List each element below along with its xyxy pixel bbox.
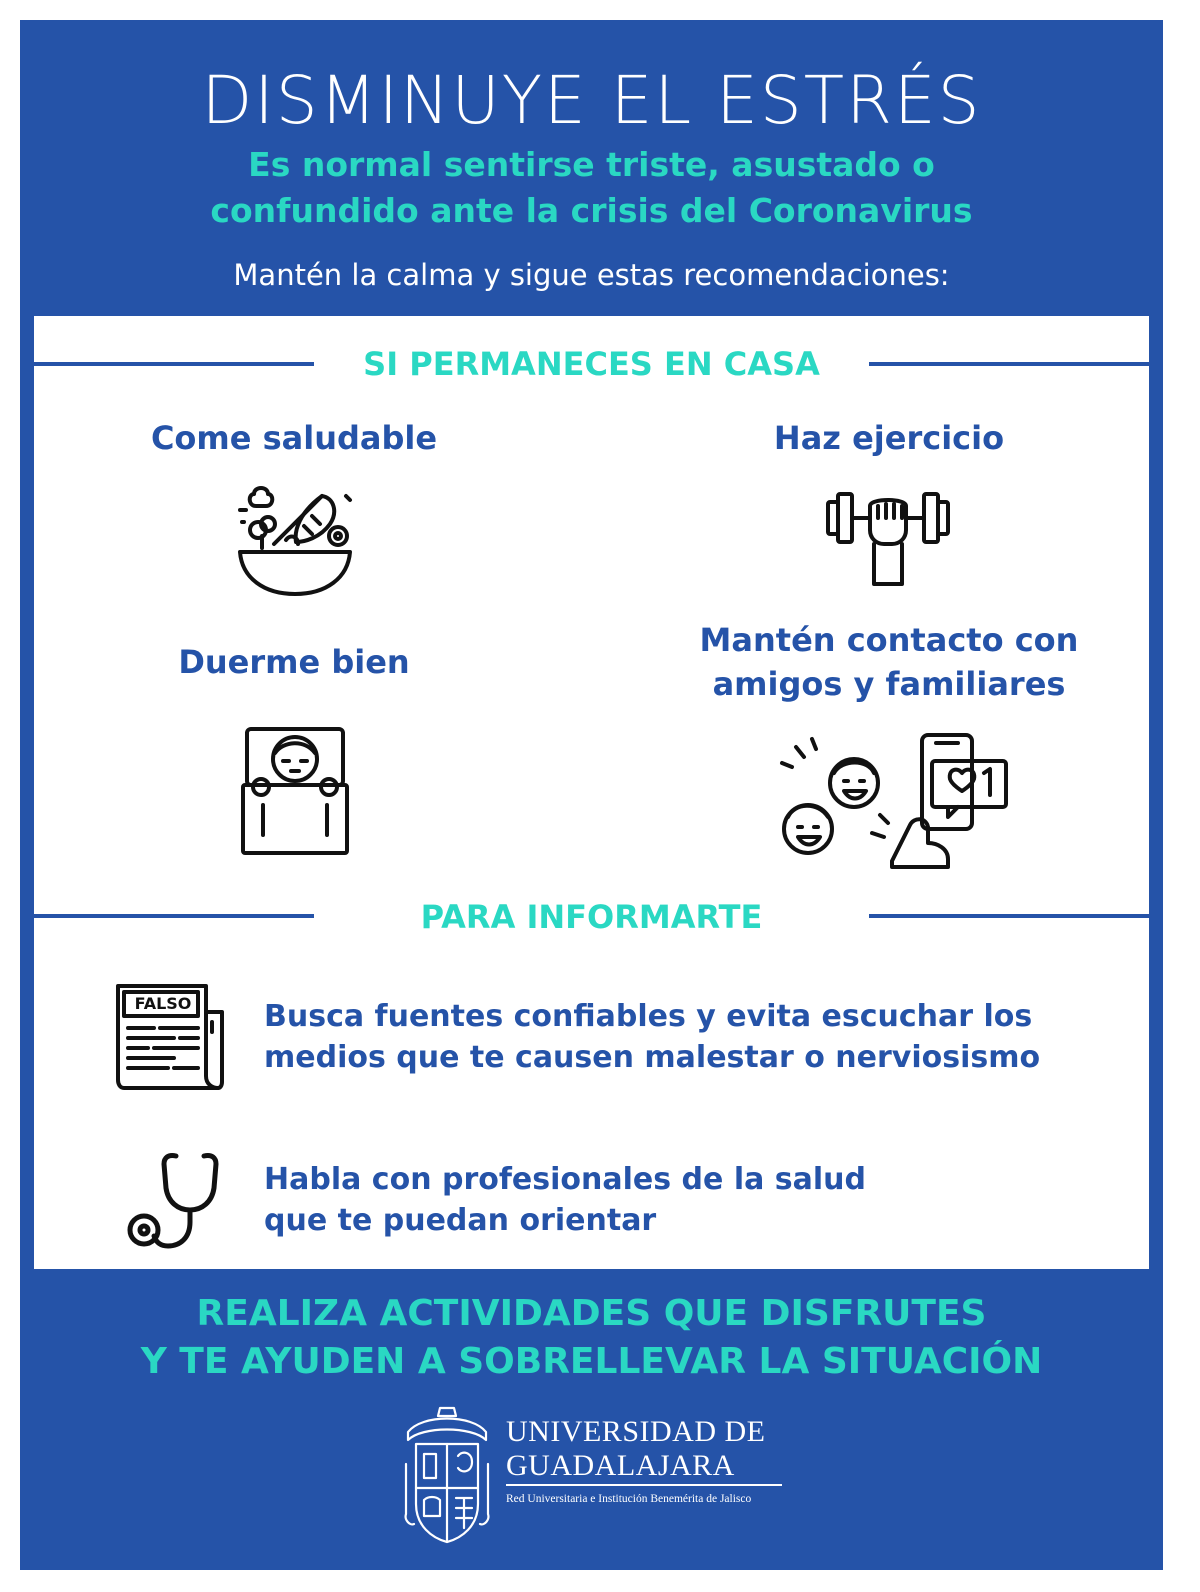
closing-message: REALIZA ACTIVIDADES QUE DISFRUTES Y TE AYUDEN A SOBRELLEVAR LA SITUACIÓN [140, 1293, 1043, 1382]
university-crest-icon [402, 1404, 492, 1544]
item-contact-title-line-1: Mantén contacto con [699, 621, 1079, 659]
info-section-heading: PARA INFORMARTE [420, 898, 763, 936]
subtitle [20, 142, 1163, 234]
subtitle-line-1: Es normal sentirse triste, asustado o [248, 145, 935, 184]
sleeping-person-icon [239, 725, 351, 857]
item-exercise-title: Haz ejercicio [773, 419, 1005, 457]
info-health-professionals-text: Habla con profesionales de la salud que te puedan orientar [264, 1162, 867, 1238]
info-reliable-sources-text: Busca fuentes confiables y evita escuchar los medios que te causen malestar o nerviosismo [264, 999, 1041, 1075]
logo-tagline: Red Universitaria e Institución Benemérita de Jalisco [506, 1493, 752, 1505]
salad-bowl-icon [234, 482, 356, 600]
stethoscope-icon [120, 1146, 228, 1250]
item-sleep-title: Duerme bien [178, 643, 410, 681]
logo-name-line-1: UNIVERSIDAD DE [506, 1415, 766, 1448]
logo-name-line-2: GUADALAJARA [506, 1449, 735, 1482]
item-contact-title [634, 618, 1144, 706]
logo-underline [506, 1484, 782, 1486]
page-title: DISMINUYE EL ESTRÉS [201, 62, 982, 139]
fake-news-badge: FALSO [134, 994, 192, 1013]
university-logo [402, 1404, 792, 1544]
item-eat-healthy-title: Come saludable [150, 419, 438, 457]
recommendations-panel [34, 316, 1149, 1269]
poster [20, 20, 1163, 1570]
home-section-heading: SI PERMANECES EN CASA [363, 345, 820, 383]
dumbbell-icon [826, 486, 950, 588]
friends-phone-icon [772, 733, 1008, 871]
subtitle-line-2: confundido ante la crisis del Coronavirus [210, 191, 973, 230]
intro-text: Mantén la calma y sigue estas recomendaciones: [233, 258, 950, 292]
item-contact-title-line-2: amigos y familiares [712, 665, 1066, 703]
